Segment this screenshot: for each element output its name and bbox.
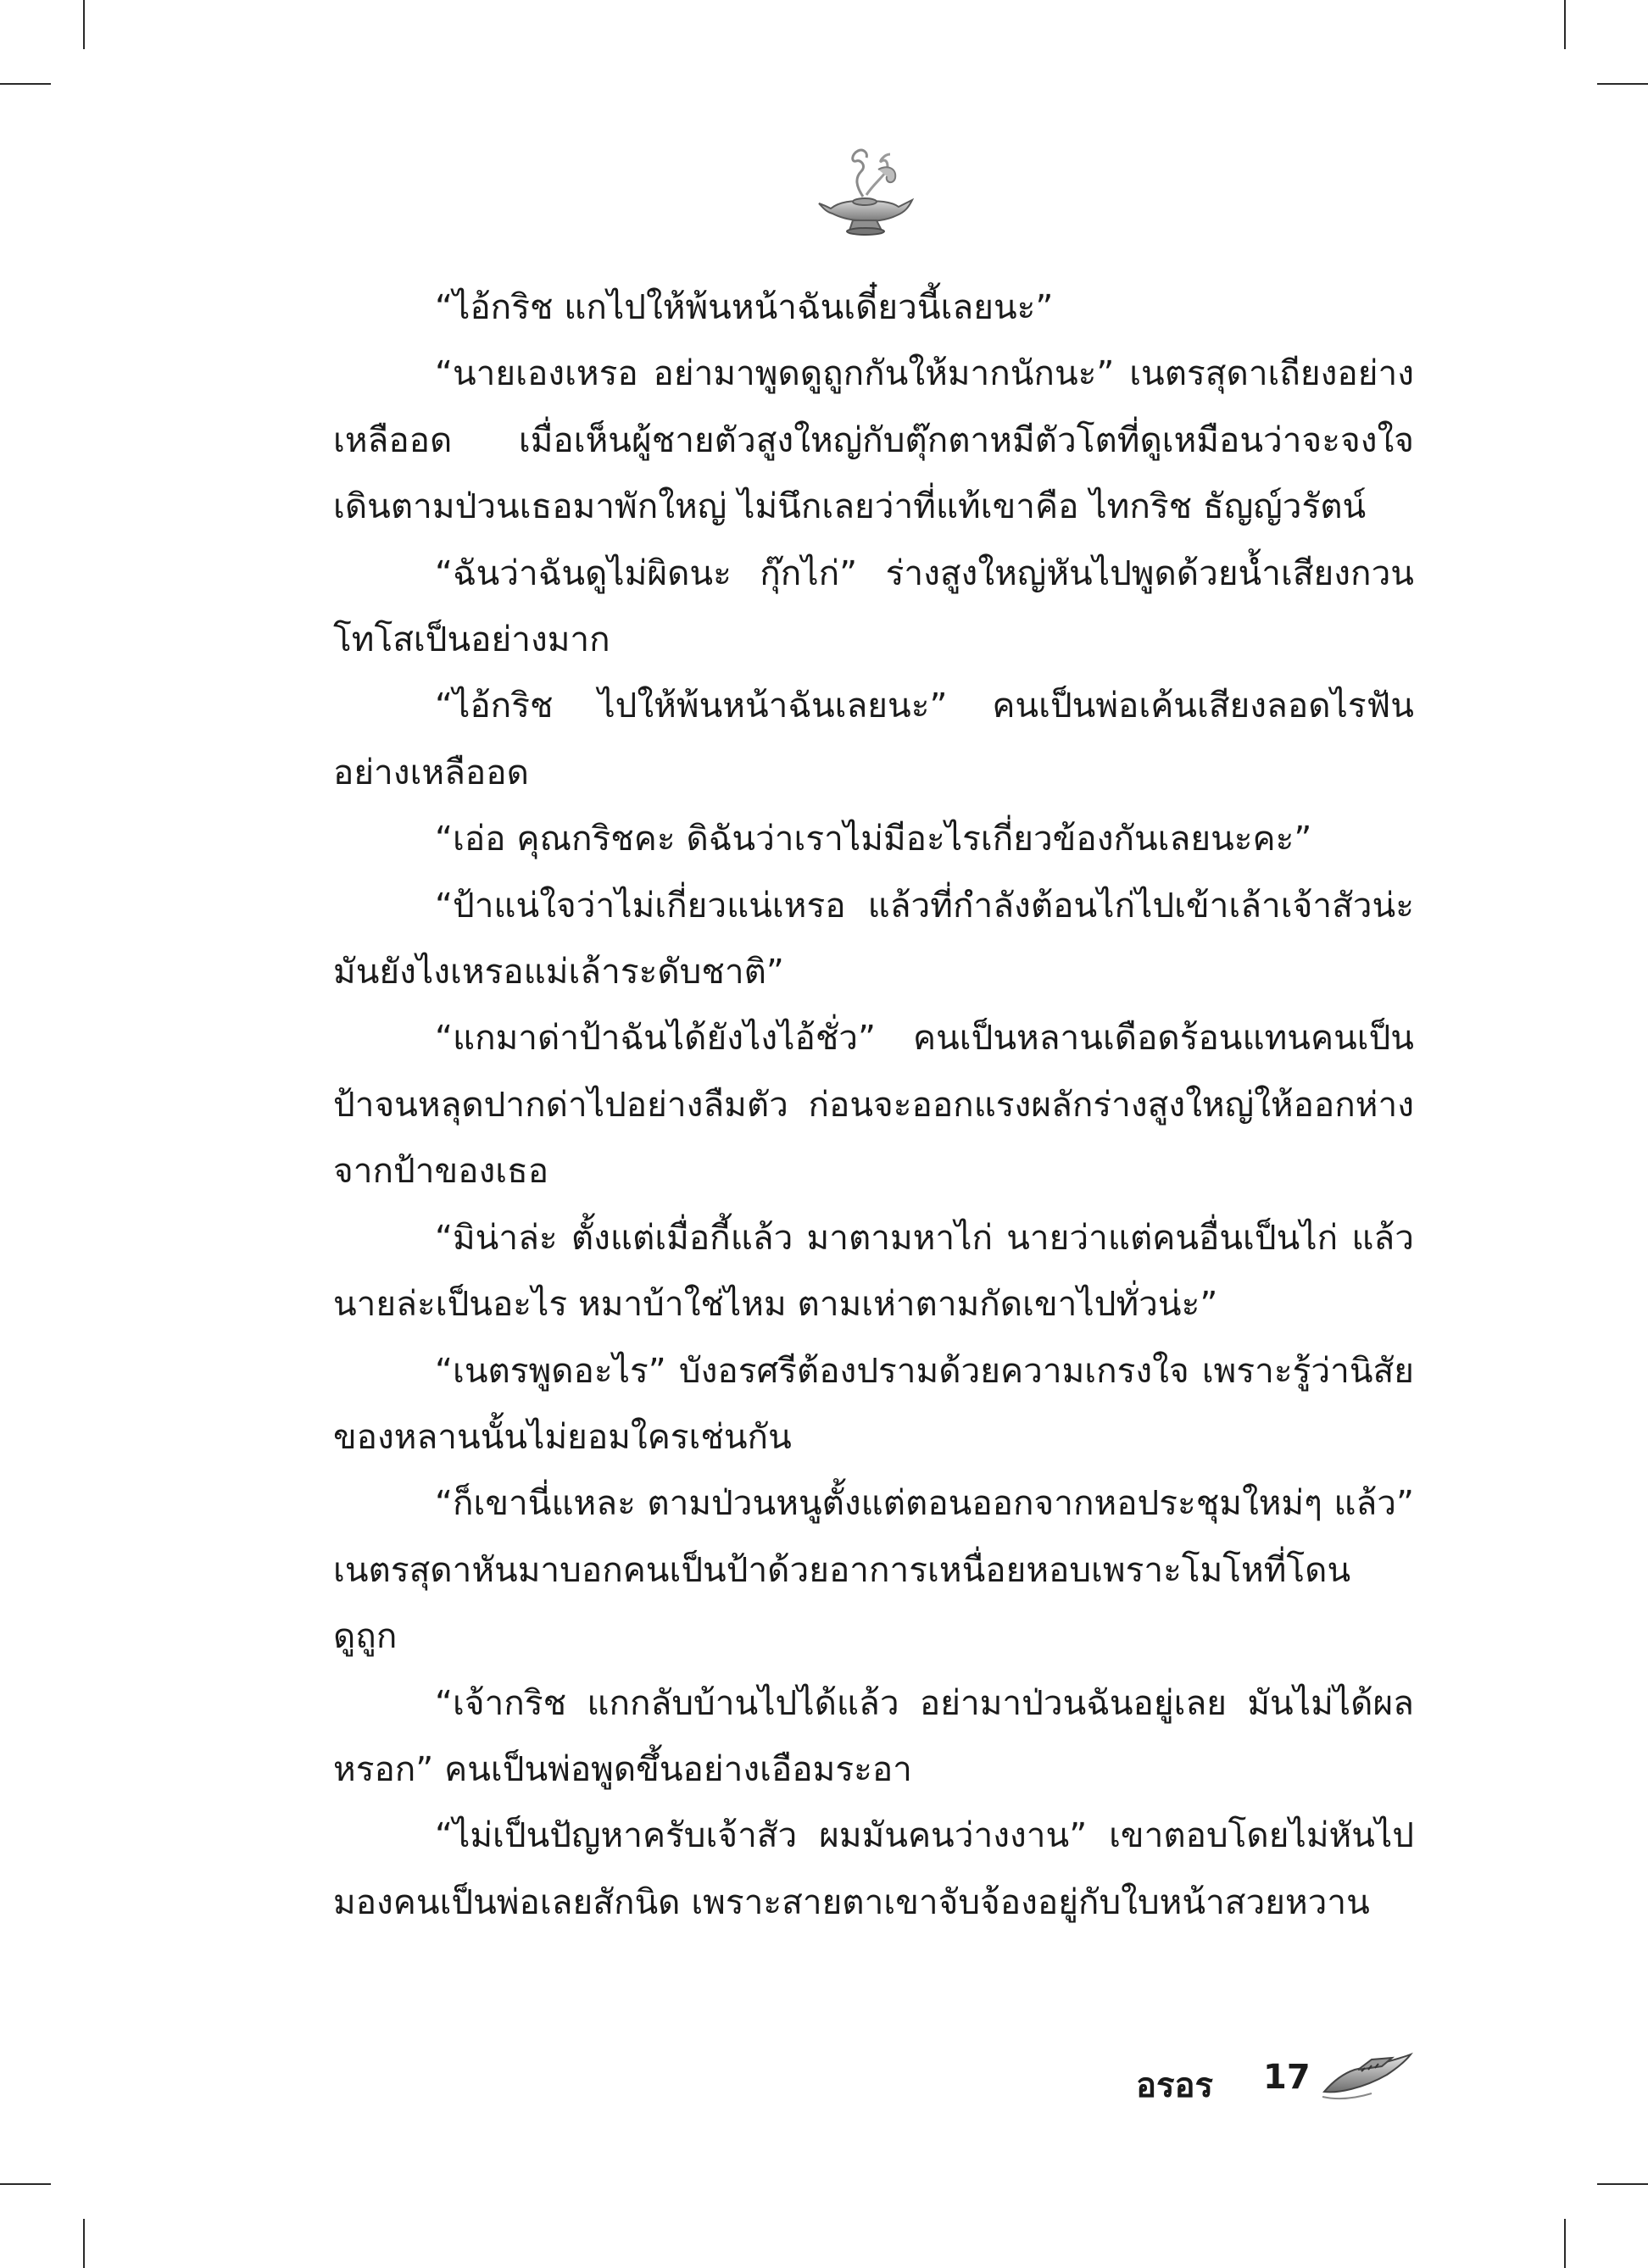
- crop-mark-right-top: [1597, 83, 1648, 85]
- paragraph: “ก็เขานี่แหละ ตามป่วนหนูตั้งแต่ตอนออกจากหอประชุมใหม่ๆ แล้ว” เนตรสุดาหันมาบอกคนเป็นป้าด้วยอาการเหนื่อยหอบเพราะโมโหที่โดนดูถูก: [333, 1482, 1414, 1657]
- story-text: [333, 274, 1414, 1935]
- crop-mark-top-left: [83, 0, 85, 49]
- book-title: อรอร: [1136, 2066, 1214, 2105]
- crop-mark-bottom-left: [83, 2219, 85, 2268]
- paragraph: “ไอ้กริช ไปให้พ้นหน้าฉันเลยนะ” คนเป็นพ่อเค้นเสียงลอดไรฟันอย่างเหลืออด: [333, 685, 1414, 792]
- crop-mark-right-bottom: [1597, 2183, 1648, 2185]
- paragraph: “แกมาด่าป้าฉันได้ยังไงไอ้ชั่ว” คนเป็นหลานเดือดร้อนแทนคนเป็นป้าจนหลุดปากด่าไปอย่างลืมตัว ก่อนจะออกแรงผลักร่างสูงใหญ่ให้ออกห่างจากป้าของเธอ: [333, 1017, 1414, 1192]
- crop-mark-top-right: [1564, 0, 1566, 49]
- paragraph: “เอ่อ คุณกริชคะ ดิฉันว่าเราไม่มีอะไรเกี่ยวข้องกันเลยนะคะ”: [435, 818, 1312, 859]
- paragraph: “นายเองเหรอ อย่ามาพูดดูถูกกันให้มากนักนะ” เนตรสุดาเถียงอย่างเหลืออด เมื่อเห็นผู้ชายตัวสูงใหญ่กับตุ๊กตาหมีตัวโตที่ดูเหมือนว่าจะจงใจเดินตามป่วนเธอมาพักใหญ่ ไม่นึกเลยว่าที่แท้เขาคือ ไทกริช ธัญญ์วรัตน์: [333, 353, 1414, 527]
- speedboat-icon: [1321, 2049, 1414, 2104]
- paragraph: “มิน่าล่ะ ตั้งแต่เมื่อกี้แล้ว มาตามหาไก่ นายว่าแต่คนอื่นเป็นไก่ แล้วนายล่ะเป็นอะไร หมาบ้าใช่ไหม ตามเห่าตามกัดเขาไปทั่วน่ะ”: [333, 1216, 1414, 1325]
- page-footer: [1127, 2049, 1424, 2117]
- crop-mark-bottom-right: [1564, 2219, 1566, 2268]
- paragraph: “เจ้ากริช แกกลับบ้านไปได้แล้ว อย่ามาป่วนฉันอยู่เลย มันไม่ได้ผลหรอก” คนเป็นพ่อพูดขึ้นอย่างเอือมระอา: [333, 1682, 1414, 1789]
- crop-mark-left-top: [0, 83, 51, 85]
- paragraph: “ป้าแน่ใจว่าไม่เกี่ยวแน่เหรอ แล้วที่กำลังต้อนไก่ไปเข้าเล้าเจ้าสัวน่ะมันยังไงเหรอแม่เล้าระดับชาติ”: [333, 884, 1414, 992]
- paragraph: “เนตรพูดอะไร” บังอรศรีต้องปรามด้วยความเกรงใจ เพราะรู้ว่านิสัยของหลานนั้นไม่ยอมใครเช่นกัน: [333, 1349, 1414, 1457]
- crop-mark-left-bottom: [0, 2183, 51, 2185]
- paragraph: “ไม่เป็นปัญหาครับเจ้าสัว ผมมันคนว่างงาน” เขาตอบโดยไม่หันไปมองคนเป็นพ่อเลยสักนิด เพราะสายตาเขาจับจ้องอยู่กับใบหน้าสวยหวาน: [333, 1815, 1414, 1922]
- genie-lamp-icon: [814, 136, 920, 242]
- page-number: 17: [1263, 2058, 1311, 2097]
- paragraph: “ฉันว่าฉันดูไม่ผิดนะ กุ๊กไก่” ร่างสูงใหญ่หันไปพูดด้วยน้ำเสียงกวนโทโสเป็นอย่างมาก: [333, 552, 1414, 660]
- paragraph: “ไอ้กริช แกไปให้พ้นหน้าฉันเดี๋ยวนี้เลยนะ”: [435, 286, 1054, 327]
